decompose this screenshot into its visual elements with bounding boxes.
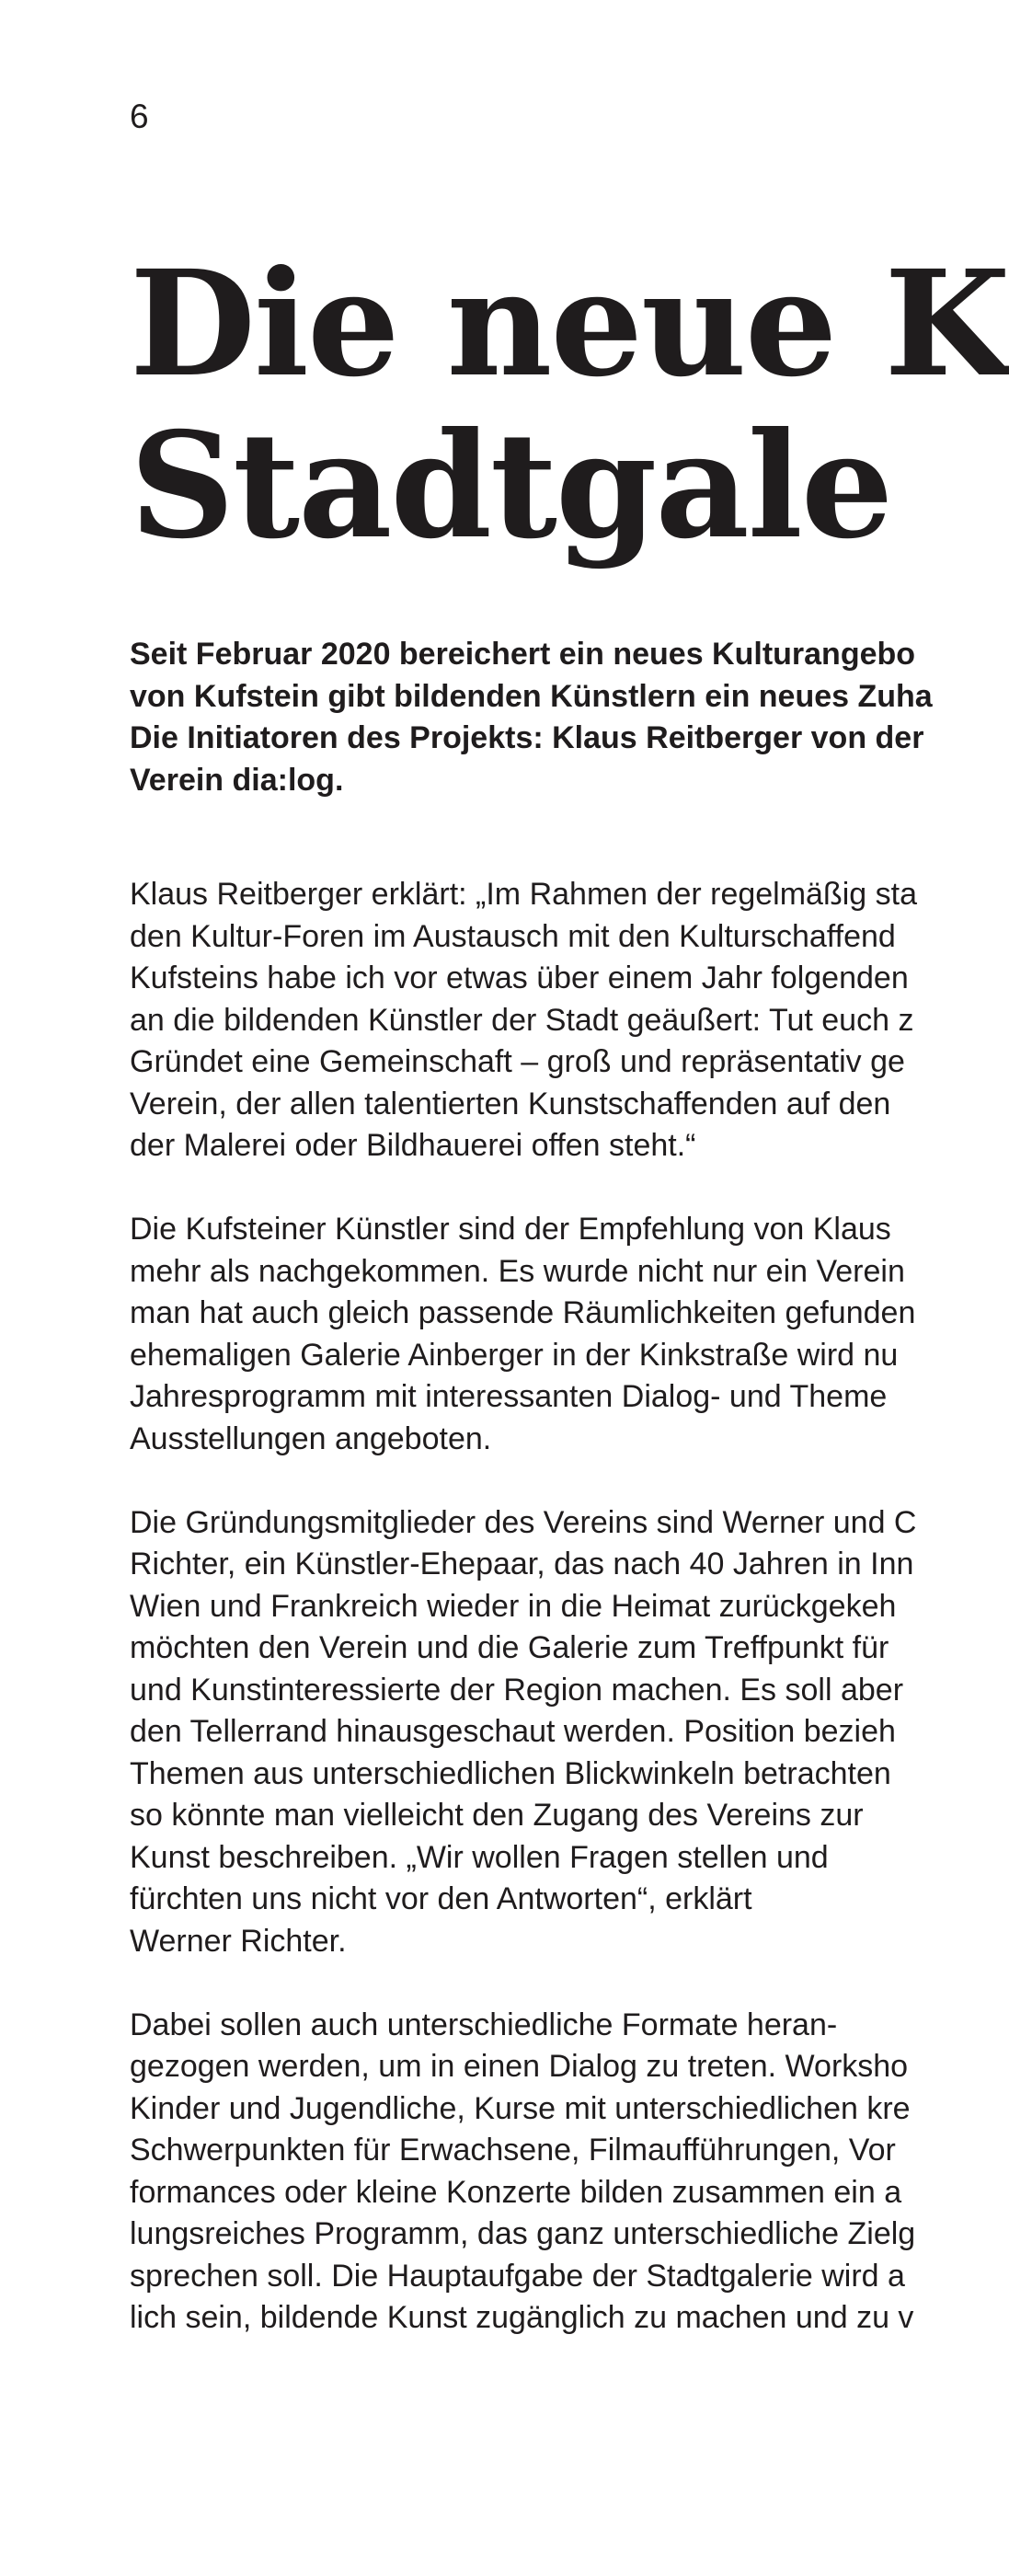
body-line: Jahresprogramm mit interessanten Dialog- und Theme (130, 1379, 888, 1414)
body-paragraph (130, 2005, 916, 2340)
body-line: Schwerpunkten für Erwachsene, Filmaufführungen, Vor (130, 2133, 896, 2168)
body-line: Themen aus unterschiedlichen Blickwinkeln betrachten (130, 1755, 891, 1791)
lead-line: Seit Februar 2020 bereichert ein neues Kulturangebo (130, 637, 916, 672)
body-line: fürchten uns nicht vor den Antworten“, erklärt (130, 1881, 752, 1916)
body-line: Gründet eine Gemeinschaft – groß und repräsentativ ge (130, 1044, 905, 1079)
body-line: ehemaligen Galerie Ainberger in der Kinkstraße wird nu (130, 1337, 899, 1373)
article-body (130, 874, 917, 2381)
body-line: und Kunstinteressierte der Region machen. Es soll aber (130, 1672, 904, 1708)
body-line: Kunst beschreiben. „Wir wollen Fragen stellen und (130, 1839, 829, 1875)
body-line: Kinder und Jugendliche, Kurse mit unterschiedlichen kre (130, 2090, 911, 2126)
body-paragraph (130, 1209, 916, 1460)
body-line: mehr als nachgekommen. Es wurde nicht nur ein Verein (130, 1253, 905, 1289)
lead-line: Verein dia:log. (130, 762, 344, 798)
headline (130, 239, 1009, 571)
body-line: Ausstellungen angeboten. (130, 1420, 492, 1456)
body-line: so könnte man vielleicht den Zugang des Vereins zur (130, 1798, 864, 1833)
headline-line: Stadtgale (130, 401, 892, 571)
body-line: Richter, ein Künstler-Ehepaar, das nach 40 Jahren in Inn (130, 1547, 914, 1581)
body-line: formances oder kleine Konzerte bilden zusammen ein a (130, 2174, 902, 2210)
lead-line: Die Initiatoren des Projekts: Klaus Reitberger von der (130, 720, 924, 755)
body-paragraph (130, 874, 917, 1167)
page-number: 6 (130, 98, 149, 135)
body-line: lich sein, bildende Kunst zugänglich zu machen und zu v (130, 2300, 914, 2335)
body-line: gezogen werden, um in einen Dialog zu treten. Worksho (130, 2049, 909, 2084)
body-line: Werner Richter. (130, 1923, 347, 1959)
body-line: lungsreiches Programm, das ganz unterschiedliche Zielg (130, 2216, 916, 2251)
body-line: Die Gründungsmitglieder des Vereins sind Werner und C (130, 1504, 917, 1540)
body-line: sprechen soll. Die Hauptaufgabe der Stadtgalerie wird a (130, 2258, 905, 2294)
body-line: Dabei sollen auch unterschiedliche Formate heran- (130, 2007, 838, 2042)
body-line: den Tellerrand hinausgeschaut werden. Position bezieh (130, 1714, 896, 1749)
body-line: Wien und Frankreich wieder in die Heimat zurückgekeh (130, 1588, 897, 1624)
body-line: Kufsteins habe ich vor etwas über einem Jahr folgenden (130, 960, 909, 995)
body-line: Klaus Reitberger erklärt: „Im Rahmen der regelmäßig sta (130, 877, 917, 912)
body-line: Verein, der allen talentierten Kunstschaffenden auf den (130, 1086, 891, 1121)
body-line: möchten den Verein und die Galerie zum Treffpunkt für (130, 1630, 889, 1665)
body-line: Die Kufsteiner Künstler sind der Empfehlung von Klaus (130, 1212, 891, 1247)
headline-line: Die neue K (130, 239, 1009, 409)
body-line: man hat auch gleich passende Räumlichkeiten gefunden (130, 1295, 916, 1330)
body-line: den Kultur-Foren im Austausch mit den Kulturschaffend (130, 918, 896, 954)
body-paragraph (130, 1502, 917, 1963)
body-line: an die bildenden Künstler der Stadt geäußert: Tut euch z (130, 1002, 914, 1038)
lead-paragraph (130, 634, 933, 801)
lead-line: von Kufstein gibt bildenden Künstlern ein neues Zuha (130, 678, 933, 714)
body-line: der Malerei oder Bildhauerei offen steht.“ (130, 1128, 696, 1163)
